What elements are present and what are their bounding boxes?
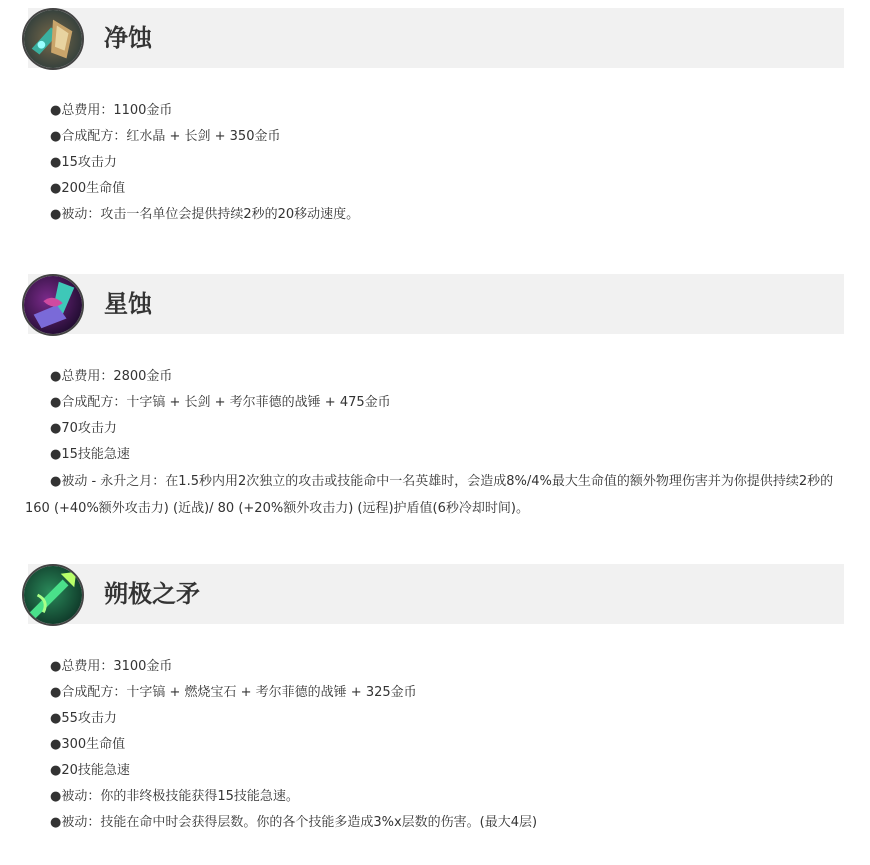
cleaver-icon <box>22 8 84 70</box>
stat-ability-haste: ●20技能急速 <box>50 763 130 778</box>
item-stats <box>50 98 840 228</box>
stat-attack: ●55攻击力 <box>50 711 117 726</box>
stat-health: ●300生命值 <box>50 737 126 752</box>
stat-cost: ●总费用：1100金币 <box>50 103 173 118</box>
stat-cost: ●总费用：2800金币 <box>50 369 173 384</box>
stat-health: ●200生命值 <box>50 181 126 196</box>
stat-cost: ●总费用：3100金币 <box>50 659 173 674</box>
stat-passive <box>25 468 840 522</box>
stat-passive-text: ●被动 - 永升之月：在1.5秒内用2次独立的攻击或技能命中一名英雄时，会造成8%/4%最大生命值的额外物理伤害并为你提供持续2秒的160 (+40%额外攻击力) (近战)/ 80 (+20%额外攻击力) (远程)护盾值(6秒冷却时间)。 <box>25 474 834 516</box>
item-stats <box>50 654 840 836</box>
stat-attack: ●70攻击力 <box>50 421 117 436</box>
eclipse-icon <box>22 274 84 336</box>
stat-ability-haste: ●15技能急速 <box>50 447 130 462</box>
item-stats <box>25 364 840 522</box>
spear-icon <box>22 564 84 626</box>
stat-passive: ●被动：攻击一名单位会提供持续2秒的20移动速度。 <box>50 207 360 222</box>
stat-passive-2: ●被动：技能在命中时会获得层数。你的各个技能多造成3%x层数的伤害。(最大4层) <box>50 815 538 830</box>
stat-recipe: ●合成配方：十字镐 + 长剑 + 考尔菲德的战锤 + 475金币 <box>50 395 391 410</box>
stat-recipe: ●合成配方：红水晶 + 长剑 + 350金币 <box>50 129 281 144</box>
stat-attack: ●15攻击力 <box>50 155 117 170</box>
item-name: 净蚀 <box>104 24 152 52</box>
stat-recipe: ●合成配方：十字镐 + 燃烧宝石 + 考尔菲德的战锤 + 325金币 <box>50 685 417 700</box>
item-name: 朔极之矛 <box>104 580 200 608</box>
stat-passive-1: ●被动：你的非终极技能获得15技能急速。 <box>50 789 299 804</box>
item-name: 星蚀 <box>104 290 152 318</box>
